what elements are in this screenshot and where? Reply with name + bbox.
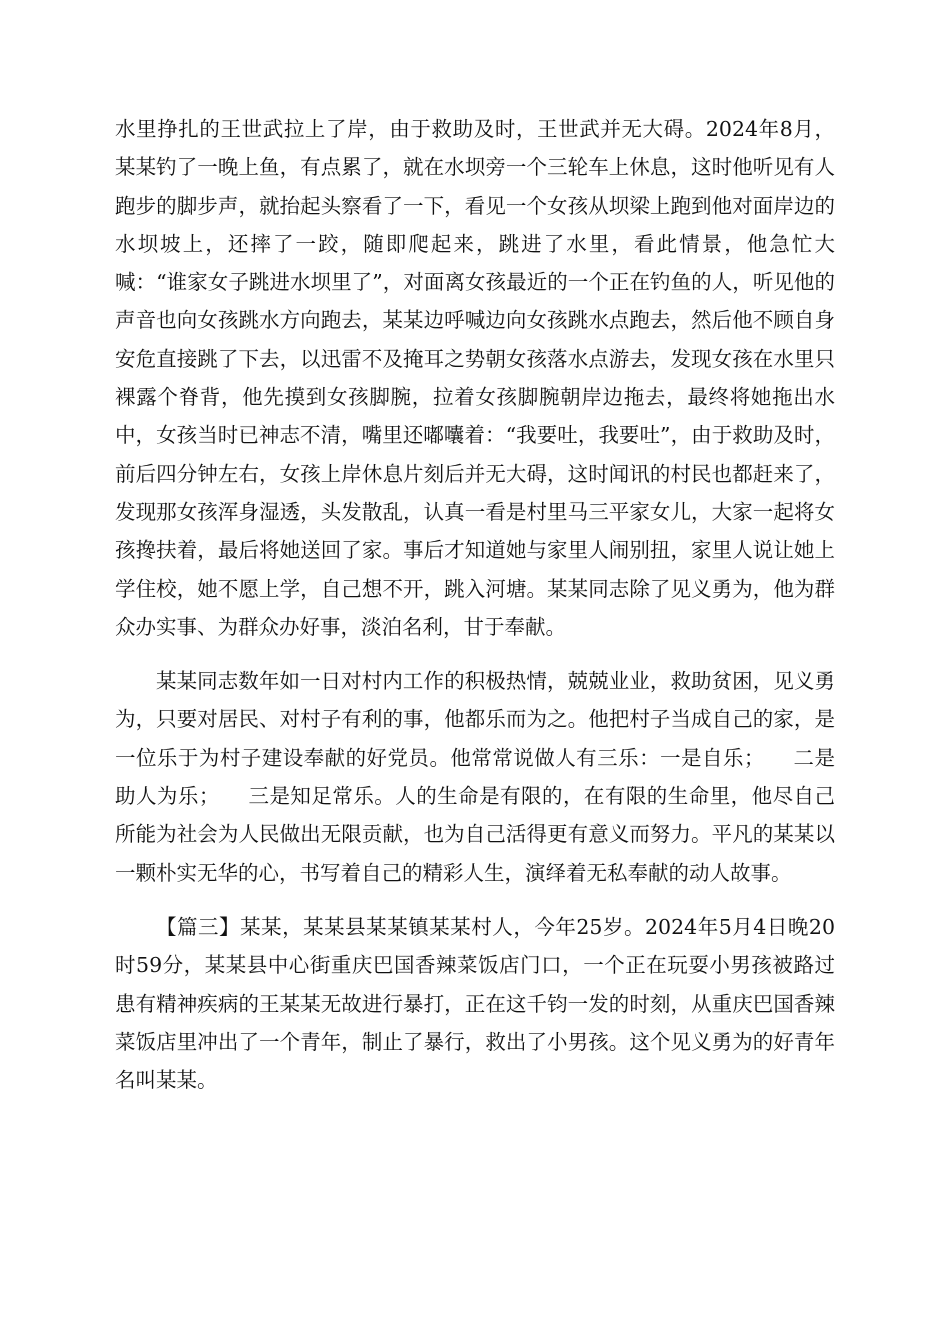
paragraph-text: 【篇三】某某，某某县某某镇某某村人，今年25岁。2024年5月4日晚20时59分，某某县中心街重庆巴国香辣菜饭店门口，一个正在玩耍小男孩被路过患有精神疾病的王某某无故进行暴打，正在这千钧一发的时刻，从重庆巴国香辣菜饭店里冲出了一个青年，制止了暴行，救出了小男孩。这个见义勇为的好青年名叫某某。 xyxy=(115,914,835,1093)
paragraph-rescue-story xyxy=(115,110,835,646)
paragraph-three-joys xyxy=(115,662,835,892)
document-body xyxy=(115,110,835,1099)
joy-item-contentment: 三是知足常乐。人的生命是有限的，在有限的生命里，他尽自己所能为社会为人民做出无限贡献，也为自己活得更有意义而努力。平凡的某某以一颗朴实无华的心，书写着自己的精彩人生，演绎着无私奉献的动人故事。 xyxy=(115,784,836,885)
joy-item-helping: 二是助人为乐； xyxy=(115,745,836,809)
joy-item-self: 一是自乐； xyxy=(660,745,765,770)
paragraph-text: 某某同志数年如一日对村内工作的积极热情，兢兢业业，救助贫困，见义勇为，只要对居民、对村子有利的事，他都乐而为之。他把村子当成自己的家，是一位乐于为村子建设奉献的好党员。他常常说做人有三乐： xyxy=(115,669,835,770)
paragraph-text: 水里挣扎的王世武拉上了岸，由于救助及时，王世武并无大碍。2024年8月，某某钓了一晚上鱼，有点累了，就在水坝旁一个三轮车上休息，这时他听见有人跑步的脚步声，就抬起头察看了一下，看见一个女孩从坝梁上跑到他对面岸边的水坝坡上，还摔了一跤，随即爬起来，跳进了水里，看此情景，他急忙大喊：“谁家女子跳进水坝里了”，对面离女孩最近的一个正在钓鱼的人，听见他的声音也向女孩跳水方向跑去，某某边呼喊边向女孩跳水点跑去，然后他不顾自身安危直接跳了下去，以迅雷不及掩耳之势朝女孩落水点游去，发现女孩在水里只裸露个脊背，他先摸到女孩脚腕，拉着女孩脚腕朝岸边拖去，最终将她拖出水中，女孩当时已神志不清，嘴里还嘟囔着：“我要吐，我要吐”，由于救助及时，前后四分钟左右，女孩上岸休息片刻后并无大碍，这时闻讯的村民也都赶来了，发现那女孩浑身湿透，头发散乱，认真一看是村里马三平家女儿，大家一起将女孩搀扶着，最后将她送回了家。事后才知道她与家里人闹别扭，家里人说让她上学住校，她不愿上学，自己想不开，跳入河塘。某某同志除了见义勇为，他为群众办实事、为群众办好事，淡泊名利，甘于奉献。 xyxy=(115,117,835,639)
paragraph-part-three xyxy=(115,908,835,1099)
